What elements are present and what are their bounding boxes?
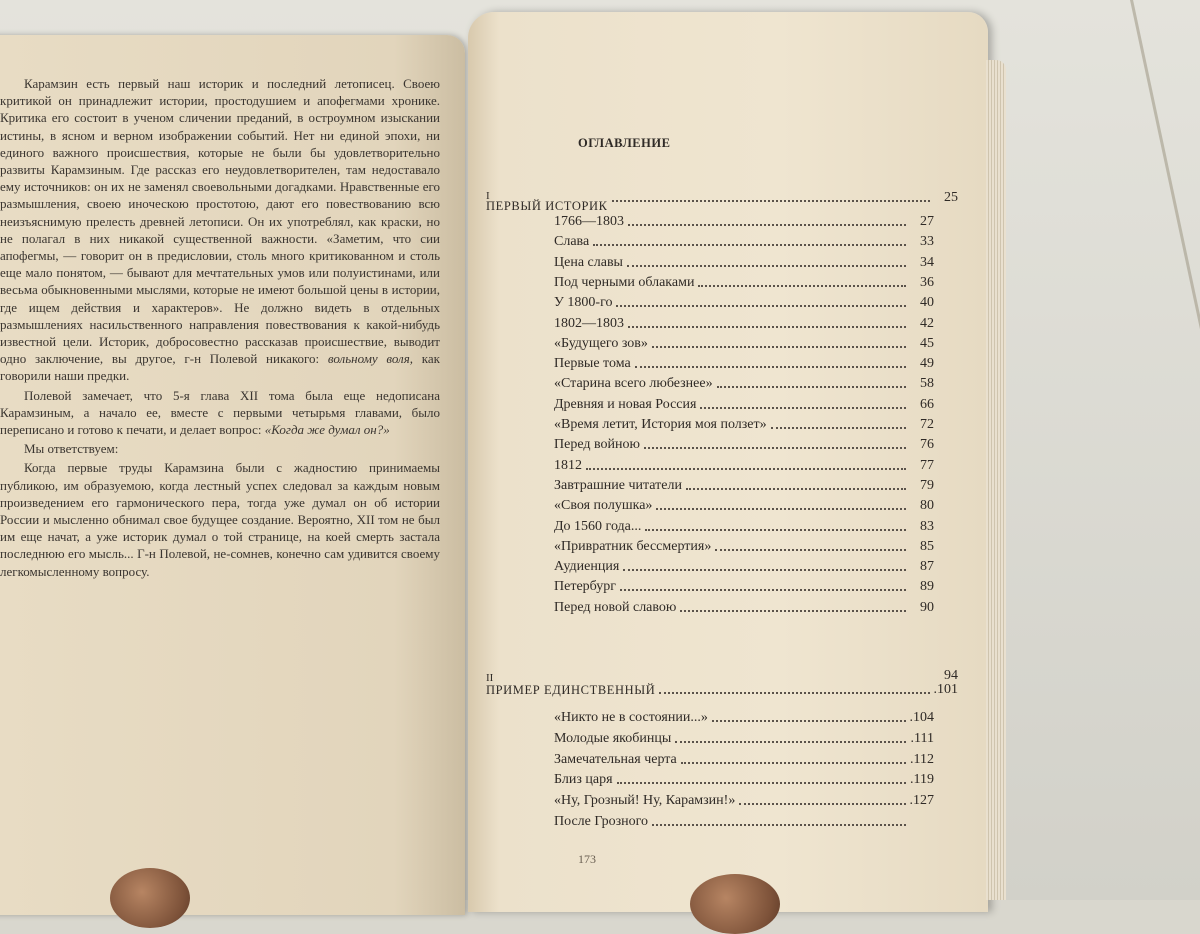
paragraph-text: Карамзин есть первый наш историк и последний летописец. Своею критикой он принадлежит истории, простодушием и апофегмами хронике. Критика его состоит в ученом сличении преданий, в остроумном изыскании истины, в ясном и верном изображении событий. Нет ни единой эпохи, ни единого важного происшествия, которые не были бы удовлетворительно развиты Карамзиным. Где рассказ его неудовлетворителен, там недоставало ему источников: он их не заменял своевольными догадками. Нравственные его размышления, своею иноческою простотою, дают его повествованию всю неизъяснимую прелесть древней летописи. Он их употреблял, как краски, но не полагал в них никакой существенной важности. «Заметим, что сии апофегмы, — говорит он в предисловии, столь много критикованном и столь еще мало понятом, — бывают для мечтательных умов или полуистинами, или весьма обыкновенными мыслями, которые не имеют большой цены в истории, где ищем действия и характеров». Не должно видеть в отдельных размышлениях насильственного направления повествования к какой-нибудь известной цели. Историк, добросовестно рассказав происшествие, выводит одно заключение, вы другое, г-н Полевой никакого: (0, 76, 440, 367)
italic-phrase: вольному воля, (327, 351, 414, 367)
page-number: 90 (920, 599, 934, 615)
leader-dots (717, 368, 906, 388)
page-number: 72 (920, 417, 934, 432)
page-number: 36 (920, 274, 934, 290)
finger-right (690, 874, 780, 934)
leader-dots (652, 806, 906, 826)
leader-dots (712, 702, 906, 722)
page-number: .111 (910, 730, 934, 746)
entry-title: У 1800-го (554, 295, 613, 311)
page-number: 27 (920, 214, 934, 229)
entry-title: «Будущего зов» (554, 335, 648, 351)
entry-title: После Грозного (554, 814, 649, 829)
entry-title: Аудиенция (554, 559, 620, 575)
entry-title: «Ну, Грозный! Ну, Карамзин!» (554, 793, 736, 809)
page-number: 49 (920, 356, 934, 372)
page-number: 76 (920, 437, 934, 453)
entry-title: Петербург (554, 579, 616, 595)
page-edges (986, 60, 1006, 900)
page-number: 87 (920, 559, 934, 575)
page-number: .127 (909, 793, 934, 809)
part-title: ПЕРВЫЙ ИСТОРИК (486, 199, 608, 213)
toc-part-heading (486, 678, 958, 698)
page-number: 85 (920, 538, 934, 554)
entry-title: «Привратник бессмертия» (554, 538, 712, 554)
leader-dots (680, 592, 906, 612)
entry-title: 1766—1803 (554, 214, 624, 229)
paragraph (0, 387, 440, 439)
toc-entry (554, 810, 934, 830)
left-page (0, 35, 465, 915)
leader-dots (628, 206, 906, 226)
entry-title: «Время летит, История моя ползет» (554, 417, 767, 432)
page-number: .104 (909, 710, 934, 725)
part-title: ПРИМЕР ЕДИНСТВЕННЫЙ (486, 683, 656, 697)
left-page-text (0, 75, 440, 582)
page-number: 34 (920, 254, 934, 270)
leader-dots (627, 247, 906, 267)
paragraph: Когда первые труды Карамзина были с жадностию принимаемы публикою, им образуемою, когда лестный успех следовал за каждым новым произведением его гармонического пера, тогда уже думал он об истории России и мысленно обнимал свое будущее создание. Вероятно, XII том не был им еще начат, а уже историк думал о той странице, на коей смерть застала последнюю его мысль... Г-н Полевой, не-сомнев, конечно сам удивится своему легкомысленному вопросу. (0, 460, 440, 579)
finger-left (110, 868, 190, 928)
part-number: II (486, 672, 494, 684)
leader-dots (617, 764, 906, 784)
leader-dots (652, 328, 906, 348)
entry-title: «Своя полушка» (554, 498, 653, 514)
italic-question: «Когда же думал он?» (264, 422, 390, 438)
leader-dots (635, 348, 906, 368)
leader-dots (739, 785, 905, 805)
page-number: 42 (920, 315, 934, 331)
page-number: .101 (933, 682, 958, 697)
entry-title: «Старина всего любезнее» (554, 376, 713, 392)
page-number: 83 (920, 518, 934, 534)
toc-title: ОГЛАВЛЕНИЕ (578, 136, 671, 150)
paragraph-text: Полевой замечает, что 5-я глава XII тома была еще недописана Карамзиным, а начало ее, вместе с первыми четырьмя главами, было переписано и готово к печати, и делает вопрос: (0, 387, 440, 438)
leader-dots (675, 723, 906, 743)
leader-dots (645, 511, 906, 531)
entry-title: Древняя и новая Россия (554, 396, 697, 412)
paragraph (0, 75, 440, 385)
page-number: 94 (944, 668, 958, 683)
entry-title: 1802—1803 (554, 315, 624, 331)
part-number: I (486, 190, 490, 202)
leader-dots (715, 531, 906, 551)
leader-dots (700, 389, 906, 409)
page-number: 45 (920, 335, 934, 351)
page-number: .119 (910, 772, 934, 788)
leader-dots (623, 551, 906, 571)
page-number: 79 (920, 477, 934, 493)
leader-dots (656, 490, 906, 510)
toc-entry (554, 596, 934, 616)
entry-title: Близ царя (554, 772, 613, 788)
page-number: 33 (920, 234, 934, 250)
leader-dots (771, 409, 906, 429)
entry-title: Перед новой славою (554, 599, 677, 615)
leader-dots (659, 674, 929, 694)
entry-title: Под черными облаками (554, 274, 695, 290)
folio-number: 173 (578, 852, 596, 866)
entry-title: Слава (554, 234, 590, 250)
page-number: .112 (910, 751, 934, 767)
entry-title: Замечательная черта (554, 751, 677, 767)
leader-dots (620, 571, 906, 591)
entry-title: Молодые якобинцы (554, 730, 672, 746)
entry-title: До 1560 года... (554, 518, 642, 534)
leader-dots (616, 287, 906, 307)
page-number: 40 (920, 295, 934, 311)
leader-dots (644, 429, 906, 449)
leader-dots (586, 450, 906, 470)
page-number: 89 (920, 579, 934, 595)
leader-dots (681, 744, 906, 764)
entry-title: Первые тома (554, 356, 631, 372)
entry-title: Завтрашние читатели (554, 477, 682, 493)
leader-dots (698, 267, 906, 287)
leader-dots (628, 308, 906, 328)
leader-dots (686, 470, 906, 490)
toc-part-heading (486, 186, 958, 213)
leader-dots (593, 226, 906, 246)
paragraph: Мы ответствуем: (24, 441, 119, 457)
paragraph-tail: как говорили наши предки. (0, 351, 440, 384)
entry-title: «Никто не в состоянии...» (554, 710, 708, 725)
leader-dots (612, 182, 930, 202)
page-number: 80 (920, 498, 934, 514)
entry-title: Цена славы (554, 254, 623, 270)
page-number: 66 (920, 396, 934, 412)
page-number: 25 (944, 190, 958, 205)
page-number: 77 (920, 457, 934, 473)
page-number: 58 (920, 376, 934, 392)
entry-title: Перед войною (554, 437, 640, 453)
entry-title: 1812 (554, 457, 582, 473)
